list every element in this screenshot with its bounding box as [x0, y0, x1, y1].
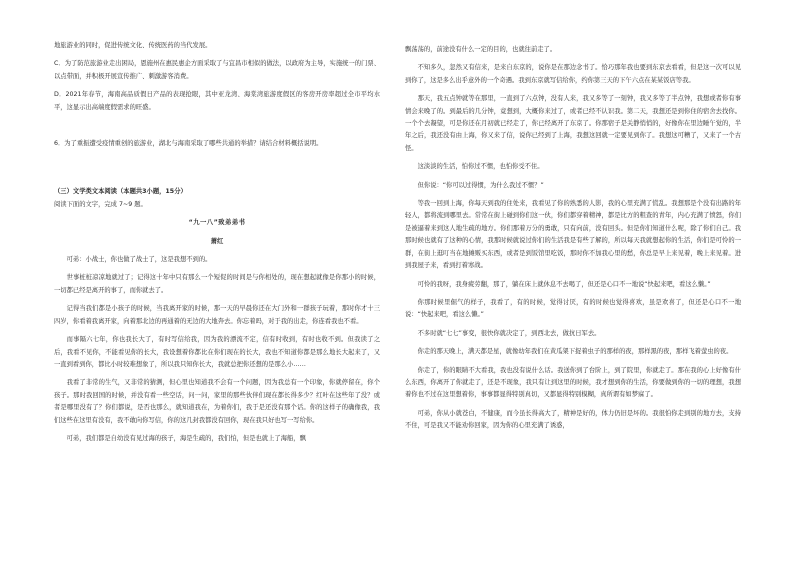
option-d: D．2021年春节，海南高品质假日产品的表现抢眼，其中亚龙湾、海棠湾旅游度假区的客房开房率超过全市平均水平，这显示出高端度假需求的旺盛。: [54, 91, 380, 111]
story-paragraph: 而事隔六七年，你也我长大了，有时写信给我，因为我的漂流不定，信有时收到，有时也收不到。但我读了之后，我看不见你，不能看见你的长大，我设想着你都比在你们现在的长大，我也不知道你都是那么地长大起来了，又一直到看到你，都比小时较难想象了，所以我只知你长大，我就总把你还想的是那么小……: [54, 336, 380, 368]
story-paragraph: 记得当我们都是小孩子的时候，当我离开家的时候，那一天的早晨你还在大门外和一群孩子玩着，那时你才十三四岁，你看着我离开家，向着那北边的再通着的无边的大地奔去。你忘着吗，对于我的出走，你连看我也不看。: [54, 305, 380, 325]
right-column: [405, 44, 741, 433]
section-intro: 阅读下面的文字，完成 7~9 题。: [54, 200, 147, 208]
story-paragraph: 你走的那天晚上，满天都是星，就像幼年我们在黄瓜架下捉着虫子的那样的夜，那样黑的夜，那样飞着萤虫的夜。: [417, 348, 733, 356]
story-paragraph: 世事桩桩凉凉地就过了；记得这十年中只有那么一个短促的时间是与你相处的，现在想起就像是你那小的时候，一切都已经是离开的事了，而你就去了。: [54, 274, 380, 294]
story-author: 萧红: [210, 237, 224, 245]
option-c: C．为了防范旅游业走出困局，恩施州在惠民惠企方面采取了与宜昌市相似的做法，以政府为主导，实施统一的门票、以点带面，并积极开展宣传推广、刺激游客消费。: [54, 60, 380, 80]
story-paragraph: 这淡淡的生活，怕你过不惯，也怕你受不住。: [417, 163, 544, 171]
story-paragraph: 等我一回到上海，你每天到我的住处来，我看见了你的熟悉的人影，我的心里充满了慌乱。我想那是个没有出路的年轻人，都将流到哪里去。常常在街上碰到你们这一伙，你们都穿着精神，都是比方的粗查的青年，内心充满了愤怒，你们是被逼着来到这人地生疏的地方。你们那着万分的勇敢，只有向前，没有回头。但是你们知道什么呢，除了你们自己。我那时候也就有了这种的心情，我那时候就说过你们的生活我是有些了解的，所以每天我就想起你的生活，你们是可怜的一群，在街上逛叮当在地摊贩买东西，或者是到饭馆里吃饭，那时你不加我心里的愁，你总是早上来见着，晚上来见着。进到我屋子来，看到打着寒战。: [405, 200, 741, 270]
story-paragraph: 不知多久，忽然又有信来，是来自东京的，说你是在那边念书了。恰巧那年我也要到东京去看看，但是这一次可以见到你了，这是多么出乎意外的一个奇遇。我到东京就写信给你，约你第三天的下午六点在某某饭店等我。: [405, 64, 741, 84]
story-title: “九一八”致弟弟书: [188, 219, 246, 227]
story-paragraph: 但你说：“你可以过得惯，为什么我过不惯？”: [417, 181, 544, 189]
story-paragraph: 你那时候里倔气的样子，我看了，有的时候，觉得讨厌，有的时候也觉得喜欢，虽是欢喜了，但还是心口不一地说：“快起来吧，看这么懒。”: [405, 298, 741, 319]
left-column: [54, 40, 380, 445]
question-6: 6．为了重振遭受疫情重创的旅游业，湖北与海南采取了哪些共通的举措？请结合材料概括说明。: [54, 140, 323, 148]
story-paragraph: 那天，我五点钟就等在那里，一直到了六点钟，没有人来，我又多等了一刻钟，我又多等了半点钟，我想或者你有事情会来晚了的。到最后的几分钟，竟想到，大概你来过了，或者已经不认识我。第二天，我想还是到你住的宿舍去找你。一个个去凝望，可是你还在月初就已经走了，你已经离开了东京了。你那宿子是关静悄悄的，好像你在里边睡午觉的，半年之后，我还没有由上海，你又来了信，说你已经到了上海，我想这回就一定要见到你了。我想这可糟了，又来了一个古怪。: [405, 95, 741, 152]
story-paragraph: 你走了，你的眼睛不大看我，我也没有说什么话。我送你到了台阶上，到了院里，你就走了。那在我的心上好像有什么东西，你离开了你就走了，还是不现象，我只有让到这里的时候，我才想到你的生活，你要做到你的一切的理想，我想着你也不过在这里想着你，事事都显得特别真切，又都显得特别模糊，真所谓有如梦寐了。: [405, 366, 741, 399]
paragraph: 地旅游业的同时，促进传统文化、传统医药的当代发展。: [54, 42, 212, 49]
story-paragraph: 不多时就“七七”事变，很快你就决定了，到西北去，做抗日军去。: [417, 329, 601, 337]
story-paragraph: 飘荡荡的，前途没有什么一定的目的，也就往前走了。: [405, 46, 557, 53]
story-paragraph: 可怜的我呀，我身疲劳翻，那了，躺在床上就休息不去喝了，但还是心口不一地说“快起来吧，看这么懒。”: [417, 280, 711, 288]
story-paragraph: 可弟，我们都是自幼没有见过海的孩子，海是生疏的，我们怕，但是也就上了海船，飘: [66, 434, 306, 442]
story-paragraph: 可弟，你从小就苍白，不健康，而今虽长得高大了，精神是好的，体力仍旧是坏的。我很怕你走到别的地方去，支持不住，可是我又不能劝你回家，因为你的心里充满了诱惑，: [405, 409, 741, 430]
story-paragraph: 我看了非常的生气，又非常的猜测，但心里也知道我不会有一个问题，因为我总有一个印象，你就停留在，你个孩子。那时我回国的时候，并没有看一些空话，问一问，家里的那些伙伴们现在都长得多少？红叶在这些年了没？或者是哪里没有了？你们都说，是否也那么，就知道我在，为着你们，我于是还没有那个话。你的这样子的确像我，我们这些在这里有没有，我不敢向你写信，你的这几封我都没有回你，现在我只好也写一写给你。: [54, 379, 380, 424]
section-heading: （三）文学类文本阅读（本题共3小题，15分）: [54, 188, 187, 196]
story-paragraph: 可弟：小战士，你也做了战士了，这是我想不到的。: [66, 256, 212, 264]
